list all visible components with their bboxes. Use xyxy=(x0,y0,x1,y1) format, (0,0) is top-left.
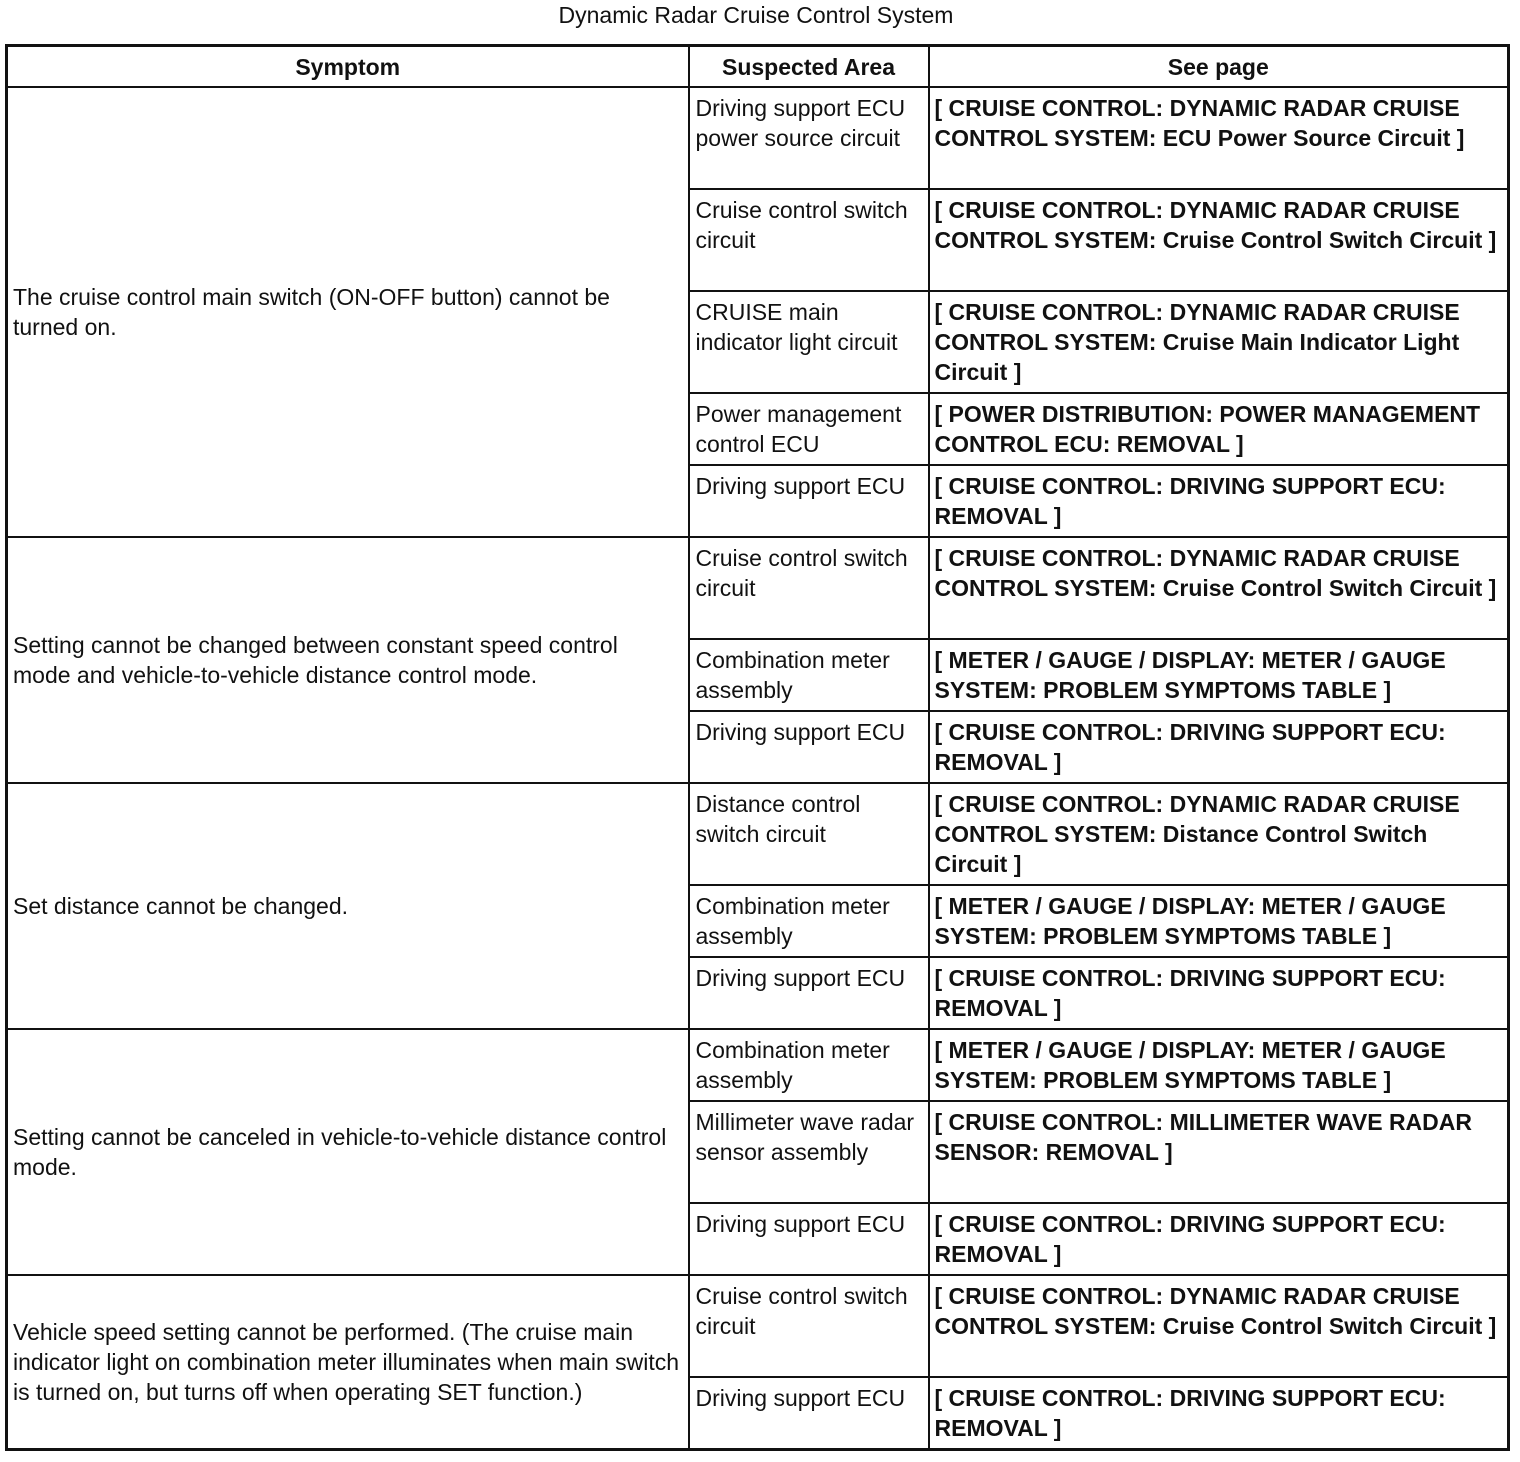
table-row xyxy=(7,1029,1509,1101)
see-page-link[interactable]: [ CRUISE CONTROL: DYNAMIC RADAR CRUISE CONTROL SYSTEM: Cruise Control Switch Circuit ] xyxy=(929,537,1509,639)
see-page-link[interactable]: [ CRUISE CONTROL: DRIVING SUPPORT ECU: REMOVAL ] xyxy=(929,465,1509,537)
symptom-cell: The cruise control main switch (ON-OFF button) cannot be turned on. xyxy=(7,87,689,537)
see-page-link[interactable]: [ CRUISE CONTROL: DRIVING SUPPORT ECU: REMOVAL ] xyxy=(929,711,1509,783)
see-page-link[interactable]: [ CRUISE CONTROL: DRIVING SUPPORT ECU: REMOVAL ] xyxy=(929,1203,1509,1275)
suspected-area-cell: Combination meter assembly xyxy=(689,639,929,711)
header-symptom: Symptom xyxy=(7,46,689,88)
symptom-cell: Vehicle speed setting cannot be performed. (The cruise main indicator light on combination meter illuminates when main switch is turned on, but turns off when operating SET function.) xyxy=(7,1275,689,1450)
suspected-area-cell: Combination meter assembly xyxy=(689,1029,929,1101)
suspected-area-cell: Distance control switch circuit xyxy=(689,783,929,885)
table-row xyxy=(7,537,1509,639)
suspected-area-cell: Driving support ECU xyxy=(689,1203,929,1275)
suspected-area-cell: Driving support ECU xyxy=(689,1377,929,1450)
see-page-link[interactable]: [ CRUISE CONTROL: MILLIMETER WAVE RADAR SENSOR: REMOVAL ] xyxy=(929,1101,1509,1203)
suspected-area-cell: Power management control ECU xyxy=(689,393,929,465)
see-page-link[interactable]: [ METER / GAUGE / DISPLAY: METER / GAUGE SYSTEM: PROBLEM SYMPTOMS TABLE ] xyxy=(929,1029,1509,1101)
document-title: Dynamic Radar Cruise Control System xyxy=(558,2,954,28)
see-page-link[interactable]: [ CRUISE CONTROL: DRIVING SUPPORT ECU: REMOVAL ] xyxy=(929,1377,1509,1450)
header-suspected-area: Suspected Area xyxy=(689,46,929,88)
suspected-area-cell: Driving support ECU power source circuit xyxy=(689,87,929,189)
table-row xyxy=(7,1275,1509,1377)
suspected-area-cell: Cruise control switch circuit xyxy=(689,189,929,291)
see-page-link[interactable]: [ METER / GAUGE / DISPLAY: METER / GAUGE SYSTEM: PROBLEM SYMPTOMS TABLE ] xyxy=(929,639,1509,711)
see-page-link[interactable]: [ CRUISE CONTROL: DYNAMIC RADAR CRUISE CONTROL SYSTEM: Cruise Control Switch Circuit ] xyxy=(929,189,1509,291)
see-page-link[interactable]: [ CRUISE CONTROL: DYNAMIC RADAR CRUISE CONTROL SYSTEM: Cruise Main Indicator Light Circuit ] xyxy=(929,291,1509,393)
see-page-link[interactable]: [ POWER DISTRIBUTION: POWER MANAGEMENT CONTROL ECU: REMOVAL ] xyxy=(929,393,1509,465)
problem-symptoms-table xyxy=(5,44,1510,1451)
see-page-link[interactable]: [ CRUISE CONTROL: DYNAMIC RADAR CRUISE CONTROL SYSTEM: Distance Control Switch Circuit ] xyxy=(929,783,1509,885)
see-page-link[interactable]: [ METER / GAUGE / DISPLAY: METER / GAUGE SYSTEM: PROBLEM SYMPTOMS TABLE ] xyxy=(929,885,1509,957)
suspected-area-cell: Driving support ECU xyxy=(689,711,929,783)
suspected-area-cell: Driving support ECU xyxy=(689,957,929,1029)
suspected-area-cell: Cruise control switch circuit xyxy=(689,537,929,639)
table-row xyxy=(7,87,1509,189)
symptom-cell: Setting cannot be changed between constant speed control mode and vehicle-to-vehicle distance control mode. xyxy=(7,537,689,783)
suspected-area-cell: Driving support ECU xyxy=(689,465,929,537)
see-page-link[interactable]: [ CRUISE CONTROL: DRIVING SUPPORT ECU: REMOVAL ] xyxy=(929,957,1509,1029)
symptom-cell: Setting cannot be canceled in vehicle-to-vehicle distance control mode. xyxy=(7,1029,689,1275)
symptom-cell: Set distance cannot be changed. xyxy=(7,783,689,1029)
see-page-link[interactable]: [ CRUISE CONTROL: DYNAMIC RADAR CRUISE CONTROL SYSTEM: ECU Power Source Circuit ] xyxy=(929,87,1509,189)
suspected-area-cell: Cruise control switch circuit xyxy=(689,1275,929,1377)
suspected-area-cell: Combination meter assembly xyxy=(689,885,929,957)
table-row xyxy=(7,783,1509,885)
suspected-area-cell: CRUISE main indicator light circuit xyxy=(689,291,929,393)
suspected-area-cell: Millimeter wave radar sensor assembly xyxy=(689,1101,929,1203)
table-header-row xyxy=(7,46,1509,88)
header-see-page: See page xyxy=(929,46,1509,88)
see-page-link[interactable]: [ CRUISE CONTROL: DYNAMIC RADAR CRUISE CONTROL SYSTEM: Cruise Control Switch Circuit ] xyxy=(929,1275,1509,1377)
